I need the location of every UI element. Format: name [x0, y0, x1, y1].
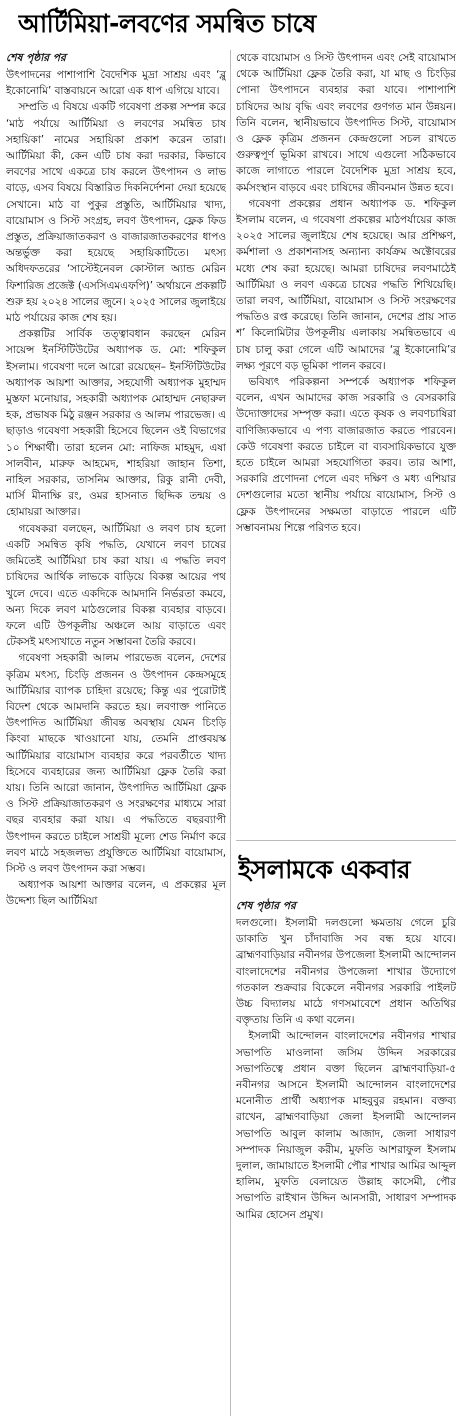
- paragraph: ভবিষ্যৎ পরিকল্পনা সম্পর্কে অধ্যাপক শফিকুল বলেন, এখন আমাদের কাজ সরকারি ও বেসরকারি উদ্যোক্তাদের সম্পৃক্ত করা। এতে কৃষক ও লবণচাষিরা বাণিজ্যিকভাবে এ পণ্য বাজারজাত করতে পারবেন। কেউ গবেষণা করতে চাইলে বা ব্যবসায়িকভাবে যুক্ত হতে চাইলে আমরা সহযোগিতা করব। তার আশা, সরকারি প্রণোদনা পেলে এবং দক্ষিণ ও মধ্য এশিয়ার দেশগুলোর মতো স্থানীয় পর্যায়ে বায়োমাস, সিস্ট ও ফ্লেক উৎপাদনের সক্ষমতা বাড়াতে পারলে এটি সম্ভাবনাময় শিল্পে পরিণত হবে।: [236, 376, 456, 534]
- paragraph: প্রকল্পটির সার্বিক তত্ত্বাবধান করছেন মেরিন সায়েন্স ইনস্টিটিউটের অধ্যাপক ড. মো: শফিকুল ইসলাম। গবেষণা দলে আরো রয়েছেন– ইনস্টিটিউটের অধ্যাপক আয়শা আক্তার, সহযোগী অধ্যাপক মুহাম্মদ মুস্তফা মনোয়ার, সহকারী অধ্যাপক মোহাম্মদ নেছারুল হক, প্রভাষক মিঠু রঞ্জন সরকার ও আলম পারভেজ। এ ছাড়াও গবেষণা সহকারী হিসেবে ছিলেন ওই বিভাগের ১০ শিক্ষার্থী। তারা হলেন মো: নাফিজ মাহমুদ, এষা সালবীন, মারুফ আহমেদ, শাহরিয়া জাহান তিশা, নাহিল সরকার, তাসনিম আক্তার, রিকু রানী দেবী, মার্সি মীনাক্ষি রং, ওমর হাসনাত ছিদ্দিক তন্ময় ও হোমায়রা আক্তার।: [6, 328, 226, 519]
- article-islam-column: [236, 898, 456, 1416]
- paragraph: ইসলামী আন্দোলন বাংলাদেশের নবীনগর শাখার সভাপতি মাওলানা জসিম উদ্দিন সরকারের সভাপতিত্বে প্রধান বক্তা ছিলেন ব্রাহ্মণবাড়িয়া-৫ নবীনগর আসনে ইসলামী আন্দোলন বাংলাদেশের মনোনীত প্রার্থী অধ্যাপক মাহবুবুর রহমান। বক্তব্য রাখেন, ব্রাহ্মণবাড়িয়া জেলা ইসলামী আন্দোলন সভাপতি আবুল কালাম আজাদ, জেলা সাধারণ সম্পাদক নিয়াজুল করীম, মুফতি আশরাফুল ইসলাম দুলাল, জামায়াতে ইসলামী পৌর শাখার আমির আব্দুল হালিম, মুফতি বেলায়েত উল্লাহ কাসেমী, পৌর সভাপতি রাইখান উদ্দিন আনসারী, সাধারণ সম্পাদক আমির হোসেন প্রমুখ।: [236, 1030, 456, 1221]
- paragraph: অধ্যাপক আয়শা আক্তার বলেন, এ প্রকল্পের মূল উদ্দেশ্য ছিল আর্টিমিয়া: [6, 879, 226, 908]
- article-separator: [236, 840, 456, 841]
- headline-islam: ইসলামকে একবার: [238, 855, 410, 884]
- paragraph: উৎপাদনের পাশাপাশি বৈদেশিক মুদ্রা সাশ্রয় এবং ‘ব্লু ইকোনোমি’ বাস্তবায়নে আরো এক ধাপ এগিয়ে যাবে।: [6, 69, 226, 98]
- paragraph: গবেষণা সহকারী আলম পারভেজ বলেন, দেশের কৃত্রিম মৎস্য, চিংড়ি প্রজনন ও উৎপাদন কেন্দ্রসমূহে আর্টিমিয়ার ব্যাপক চাহিদা রয়েছে; কিন্তু এর পুরোটাই বিদেশ থেকে আমদানি করতে হয়। লবণাক্ত পানিতে উৎপাদিত আর্টিমিয়া জীবন্ত অবস্থায় যেমন চিংড়ি কিংবা মাছকে খাওয়ানো যায়, তেমনি প্রাপ্তবয়স্ক আর্টিমিয়ার বায়োমাস ব্যবহার করে পরবর্তীতে খাদ্য হিসেবে ব্যবহারের জন্য আর্টিমিয়া ফ্লেক তৈরি করা যায়। তিনি আরো জানান, উৎপাদিত আর্টিমিয়া ফ্লেক ও সিস্ট প্রক্রিয়াজাতকরণ ও সংরক্ষণের মাধ্যমে সারা বছর ব্যবহার করা যায়। এ পদ্ধতিতে বছরব্যাপী উৎপাদন করতে চাইলে সাশ্রয়ী মূল্যে শেড নির্মাণ করে লবণ মাঠে সহজলভ্য প্রযুক্তিতে আর্টিমিয়া বায়োমাস, সিস্ট ও লবণ উৎপাদন করা সম্ভব।: [6, 652, 226, 875]
- headline-artemia: আর্টিমিয়া-লবণের সমন্বিত চাষে: [18, 9, 316, 38]
- article-artemia-left-column: [6, 50, 226, 1416]
- paragraph: সম্প্রতি এ বিষয়ে একটি গবেষণা প্রকল্প সম্পন্ন করে ‘মাঠ পর্যায়ে আর্টিমিয়া ও লবণের সমন্বিত চাষ সহায়িকা’ নামের সহায়িকা প্রকাশ করেন তারা। আর্টিমিয়া কী, কেন এটি চাষ করা দরকার, কিভাবে লবণের সাথে একত্রে চাষ করলে উৎপাদন ও লাভ বাড়ে, এসব বিষয়ে বিস্তারিত দিকনির্দেশনা দেয়া হয়েছে সেখানে। মাঠ বা পুকুর প্রস্তুতি, আর্টিমিয়ার খাদ্য, বায়োমাস ও সিস্ট সংগ্রহ, লবণ উৎপাদন, ফ্লেক ফিড প্রস্তুত, প্রক্রিয়াজাতকরণ ও বাজারজাতকরণের ধাপও অন্তর্ভুক্ত করা হয়েছে সহায়িকাটিতে। মৎস্য অধিদফতরের ‘সাস্টেইনেবল কোস্টাল অ্যান্ড মেরিন ফিশারিজ প্রজেক্ট (এসসিএমএফপি)’ অর্থায়নে প্রকল্পটি শুরু হয় ২০২৪ সালের জুনে। ২০২৫ সালের জুলাইয়ে মাঠ পর্যায়ের কাজ শেষ হয়।: [6, 101, 226, 325]
- continued-kicker: শেষ পৃষ্ঠার পর: [6, 52, 66, 64]
- paragraph: থেকে বায়োমাস ও সিস্ট উৎপাদন এবং সেই বায়োমাস থেকে আর্টিমিয়া ফ্লেক তৈরি করা, যা মাছ ও চিংড়ির পোনা উৎপাদনে ব্যবহার করা যাবে। পাশাপাশি চাষিদের আয় বৃদ্ধি এবং লবণের গুণগত মান উন্নয়ন। তিনি বলেন, স্থানীয়ভাবে উৎপাদিত সিস্ট, বায়োমাস ও ফ্লেক কৃত্রিম প্রজনন কেন্দ্রগুলো সচল রাখতে গুরুত্বপূর্ণ ভূমিকা রাখবে। সাথে এগুলো সঠিকভাবে কাজে লাগাতে পারলে বৈদেশিক মুদ্রা সাশ্রয় হবে, কর্মসংস্থান বাড়বে এবং চাষিদের জীবনমান উন্নত হবে।: [236, 52, 456, 194]
- paragraph: গবেষণা প্রকল্পের প্রধান অধ্যাপক ড. শফিকুল ইসলাম বলেন, এ গবেষণা প্রকল্পের মাঠপর্যায়ের কাজ ২০২৫ সালের জুলাইয়ে শেষ হয়েছে। আর প্রশিক্ষণ, কর্মশালা ও প্রকাশনাসহ অন্যান্য কার্যক্রম অক্টোবরের মধ্যে শেষ করা হয়েছে। আমরা চাষিদের লবণমাঠেই আর্টিমিয়া ও লবণ একত্রে চাষের পদ্ধতি শিখিয়েছি। তারা লবণ, আর্টিমিয়া, বায়োমাস ও সিস্ট সংরক্ষণের পদ্ধতিও রপ্ত করেছে। তিনি জানান, দেশের প্রায় সাত শ’ কিলোমিটার উপকূলীয় এলাকায় সমন্বিতভাবে এ চাষ চালু করা গেলে এটি আমাদের ‘ব্লু ইকোনোমি’র লক্ষ্য পূরণে বড় ভূমিকা পালন করবে।: [236, 197, 456, 372]
- continued-kicker: শেষ পৃষ্ঠার পর: [236, 900, 296, 912]
- article-artemia-right-column: [236, 50, 456, 832]
- column-divider: [230, 50, 231, 1416]
- paragraph: গবেষকরা বলছেন, আর্টিমিয়া ও লবণ চাষ হলো একটি সমন্বিত কৃষি পদ্ধতি, যেখানে লবণ চাষের জমিতেই আর্টিমিয়া চাষ করা যায়। এ পদ্ধতি লবণ চাষিদের আর্থিক লাভকে বাড়িয়ে বিকল্প আয়ের পথ খুলে দেবে। এতে একদিকে আমদানি নির্ভরতা কমবে, অন্য দিকে লবণ মাঠগুলোর বিকল্প ব্যবহার বাড়বে। ফলে এটি উপকূলীয় অঞ্চলে আয় বাড়াতে এবং টেকসই মৎস্যখাতে নতুন সম্ভাবনা তৈরি করবে।: [6, 522, 226, 649]
- paragraph: দলগুলো। ইসলামী দলগুলো ক্ষমতায় গেলে চুরি ডাকাতি খুন চাঁদাবাজি সব বন্ধ হয়ে যাবে। ব্রাহ্মণবাড়িয়ার নবীনগর উপজেলা ইসলামী আন্দোলন বাংলাদেশের নবীনগর উপজেলা শাখার উদ্যোগে গতকাল শুক্রবার বিকেলে নবীনগর সরকারি পাইলট উচ্চ বিদ্যালয় মাঠে গণসমাবেশে প্রধান অতিথির বক্তৃতায় তিনি এ কথা বলেন।: [236, 917, 456, 1027]
